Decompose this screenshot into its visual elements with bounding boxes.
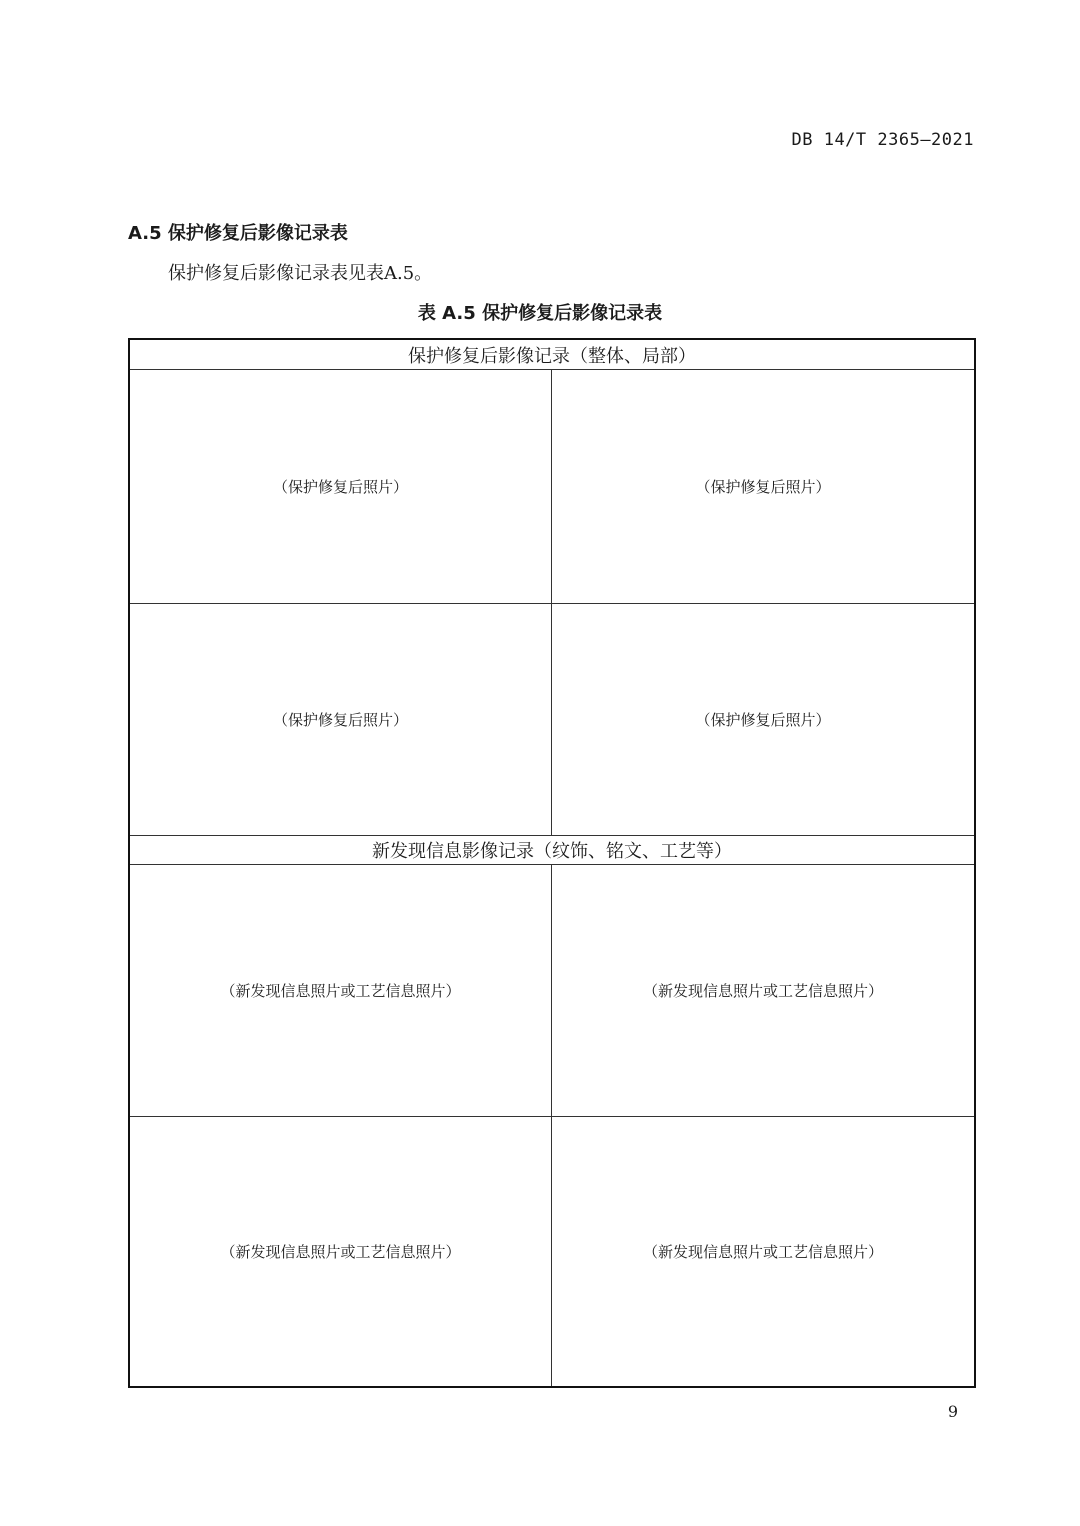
photo-placeholder-label: （新发现信息照片或工艺信息照片） [220, 982, 461, 1000]
table-section-header-new-findings [130, 836, 974, 865]
photo-placeholder-label: （保护修复后照片） [272, 711, 408, 729]
table-row [130, 370, 974, 604]
photo-placeholder-cell [130, 604, 552, 835]
photo-placeholder-label: （保护修复后照片） [695, 711, 831, 729]
photo-placeholder-label: （保护修复后照片） [272, 478, 408, 496]
photo-placeholder-cell [130, 1117, 552, 1386]
section-paragraph: 保护修复后影像记录表见表A.5。 [168, 263, 433, 284]
table-section-header-restoration [130, 340, 974, 370]
section-heading: A.5 保护修复后影像记录表 [128, 223, 348, 244]
photo-placeholder-cell [130, 370, 552, 603]
photo-placeholder-cell [552, 604, 974, 835]
section-header-label: 保护修复后影像记录（整体、局部） [408, 345, 696, 367]
photo-placeholder-cell [130, 865, 552, 1116]
photo-placeholder-label: （新发现信息照片或工艺信息照片） [642, 1243, 883, 1261]
photo-placeholder-cell [552, 865, 974, 1116]
photo-placeholder-cell [552, 370, 974, 603]
photo-placeholder-label: （保护修复后照片） [695, 478, 831, 496]
photo-placeholder-cell [552, 1117, 974, 1386]
table-row [130, 865, 974, 1117]
photo-placeholder-label: （新发现信息照片或工艺信息照片） [220, 1243, 461, 1261]
section-header-label: 新发现信息影像记录（纹饰、铭文、工艺等） [372, 841, 732, 862]
image-record-table [128, 338, 976, 1388]
photo-placeholder-label: （新发现信息照片或工艺信息照片） [642, 982, 883, 1000]
table-row [130, 1117, 974, 1386]
document-code: DB 14/T 2365—2021 [791, 130, 974, 150]
table-row [130, 604, 974, 836]
page-number: 9 [947, 1402, 958, 1421]
table-caption: 表 A.5 保护修复后影像记录表 [417, 303, 663, 324]
